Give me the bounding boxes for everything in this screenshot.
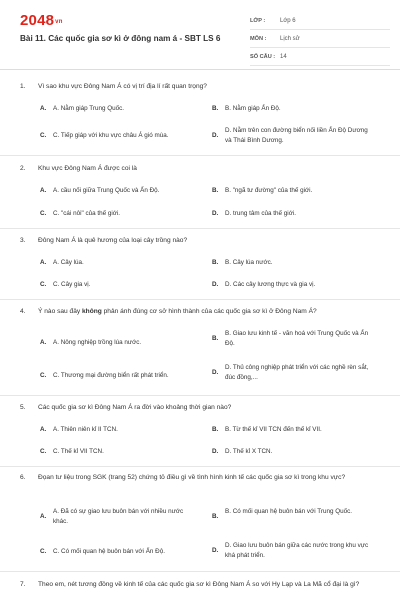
question-text: 5. Các quốc gia sơ kì Đông Nam Á ra đời vào khoảng thời gian nào? [20, 404, 232, 411]
question-separator [0, 155, 400, 156]
meta-value: Lịch sử [280, 35, 300, 42]
meta-row-class [250, 12, 390, 30]
page-title: Bài 11. Các quốc gia sơ kì ở đông nam á - SBT LS 6 [20, 34, 221, 43]
header-divider [0, 69, 400, 70]
question-separator [0, 466, 400, 467]
question-separator [0, 299, 400, 300]
emphasis-not: không [82, 308, 102, 315]
question-text: 7. Theo em, nét tương đồng về kinh tế của các quốc gia sơ kì Đông Nam Á so với Hy Lạp và La Mã cổ đại là gì? [20, 581, 360, 588]
question-text: 3. Đông Nam Á là quê hương của loại cây trồng nào? [20, 237, 188, 244]
question-text: 1. Vì sao khu vực Đông Nam Á có vị trí địa lí rất quan trọng? [20, 83, 207, 90]
meta-label: SỐ CÂU : [250, 53, 276, 60]
meta-row-subject [250, 30, 390, 48]
meta-row-count [250, 48, 390, 66]
question-text: 2. Khu vực Đông Nam Á được coi là [20, 165, 137, 172]
question-text: 4. Ý nào sau đây không phản ánh đúng cơ sở hình thành của các quốc gia sơ kì ở Đông Nam Á? [20, 308, 317, 315]
page-header [0, 0, 400, 66]
question-separator [0, 395, 400, 396]
meta-value: Lớp 6 [280, 17, 296, 24]
meta-info [250, 12, 390, 66]
site-logo[interactable]: 2048vn [20, 12, 63, 29]
question-text: 6. Đọan tư liệu trong SGK (trang 52) chứng tỏ điều gì về tình hình kinh tế các quốc gia sơ kì trong khu vực? [20, 474, 346, 481]
meta-label: MÔN : [250, 35, 267, 42]
meta-label: LỚP : [250, 17, 266, 24]
meta-value: 14 [280, 53, 287, 60]
quiz-page: 2048vn Bài 11. Các quốc gia sơ kì ở đông nam á - SBT LS 6 LỚP : Lớp 6 MÔN : Lịch sử SỐ CÂU : 14 1. Vì sao khu vực Đông Nam Á có vị trí địa lí rất quan trọng? A. A. Nằm giáp Trung Quốc. B. B. Nằm giáp Ấn Độ. C. C. Tiếp giáp với khu vực châu Á gió mùa. D. D. Nằm trên con đường biển nối liền Ấn Độ Dương và Thái Bình Dương. 2. Khu vực Đông Nam Á được coi là A. A. cầu nối giữa Trung Quốc và Ấn Độ. B. B. "ngã tư đường" của thế giới. C. C. "cái nôi" của thế giới. D. D. trung tâm của thế giới. 3. Đông Nam Á là quê hương của loại cây trồng nào? A. A. Cây lúa. B. B. Cây lúa nước. C. C. Cây gia vị. D. D. Các cây lương thực và gia vị. 4. Ý nào sau đây không phản ánh đúng cơ sở hình thành của các quốc gia sơ kì ở Đông Nam Á? A. A. Nông nghiệp trồng lúa nước. B. B. Giao lưu kinh tế - văn hoá với Trung Quốc và Ấn Độ. C. C. Thương mại đường biển rất phát triển. D. D. Thủ công nghiệp phát triển với các nghề rèn sắt, đúc đồng,... 5. Các quốc gia sơ kì Đông Nam Á ra đời vào khoảng thời gian nào? A. A. Thiên niên kỉ II TCN. B. B. Từ thế kỉ VII TCN đến thế kỉ VII. C. C. Thế kỉ VII TCN. D. D. Thế kỉ X TCN. 6. Đọan tư liệu trong SGK (trang 52) chứng tỏ điều gì về tình hình kinh tế các quốc gia sơ kì trong khu vực? A. A. Đã có sự giao lưu buôn bán với nhiều nước khác. B. B. Có mối quan hệ buôn bán với Trung Quốc. C. C. Có mối quan hệ buôn bán với Ấn Độ. D. D. Giao lưu buôn bán giữa các nước trong khu vực khá phát triển. 7. Theo em, nét tương đồng về kinh tế của các quốc gia sơ kì Đông Nam Á so với Hy Lạp và La Mã cổ đại là gì? [0, 0, 400, 600]
question-separator [0, 571, 400, 572]
question-separator [0, 228, 400, 229]
